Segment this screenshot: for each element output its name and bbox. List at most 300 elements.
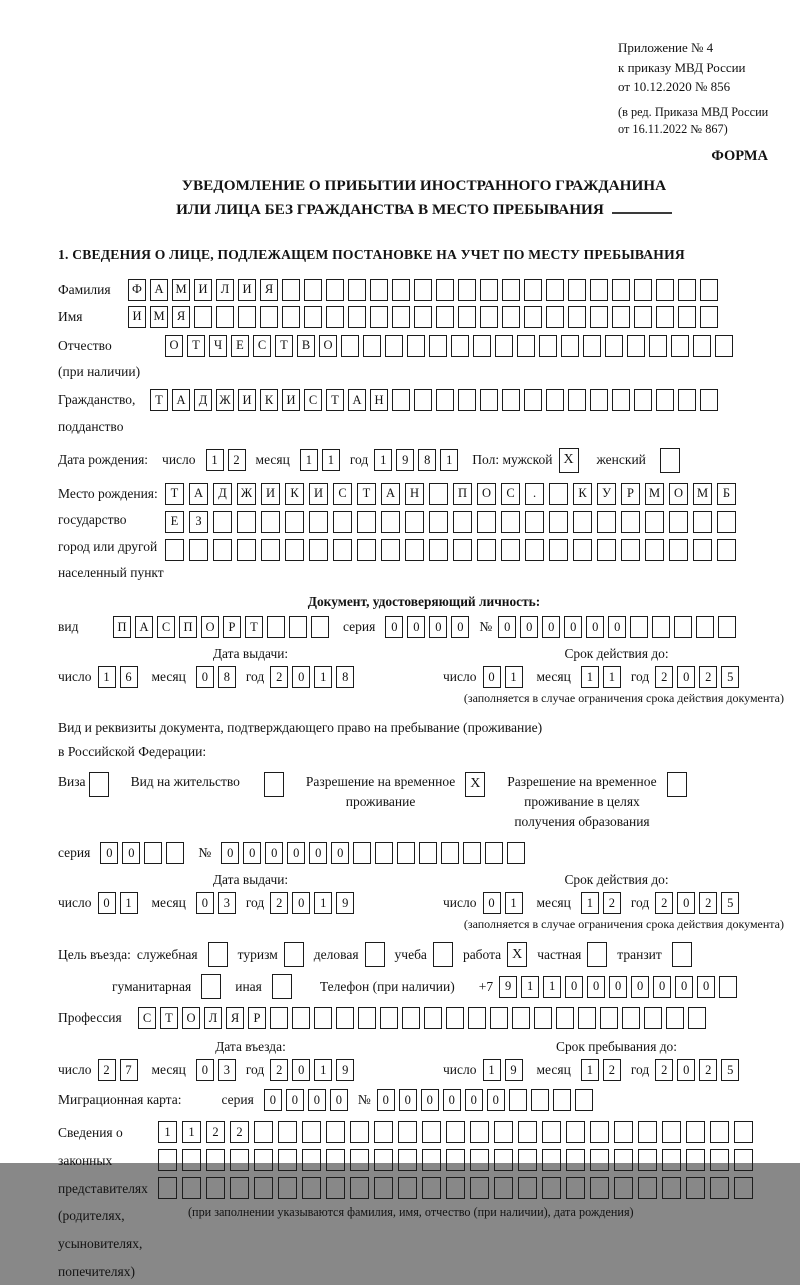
form-cell[interactable]: 1 xyxy=(440,449,458,471)
form-cell[interactable] xyxy=(638,1121,657,1143)
form-cell[interactable]: И xyxy=(309,483,328,505)
form-cell[interactable] xyxy=(600,1007,618,1029)
form-cell[interactable]: Н xyxy=(405,483,424,505)
form-cell[interactable] xyxy=(612,389,630,411)
form-cell[interactable]: 1 xyxy=(314,1059,332,1081)
form-cell[interactable] xyxy=(645,539,664,561)
form-cell[interactable] xyxy=(542,1121,561,1143)
form-cell[interactable]: Т xyxy=(245,616,263,638)
form-cell[interactable]: 2 xyxy=(270,666,288,688)
form-cell[interactable] xyxy=(693,539,712,561)
form-cell[interactable]: К xyxy=(285,483,304,505)
form-cell[interactable]: 0 xyxy=(675,976,693,998)
residence-permit-checkbox[interactable] xyxy=(264,772,288,797)
form-cell[interactable] xyxy=(597,539,616,561)
form-cell[interactable] xyxy=(398,1149,417,1171)
form-cell[interactable]: 2 xyxy=(603,1059,621,1081)
form-cell[interactable]: 0 xyxy=(122,842,140,864)
form-cell[interactable]: 0 xyxy=(587,976,605,998)
form-cell[interactable]: 1 xyxy=(374,449,392,471)
form-cell[interactable]: М xyxy=(645,483,664,505)
form-cell[interactable]: В xyxy=(297,335,315,357)
form-cell[interactable]: К xyxy=(260,389,278,411)
form-cell[interactable] xyxy=(278,1177,297,1199)
form-cell[interactable] xyxy=(230,1177,249,1199)
form-cell[interactable] xyxy=(370,306,388,328)
form-cell[interactable]: 0 xyxy=(287,842,305,864)
purpose-official-checkbox[interactable] xyxy=(208,942,232,967)
form-cell[interactable]: М xyxy=(693,483,712,505)
form-cell[interactable]: 3 xyxy=(218,892,236,914)
form-cell[interactable] xyxy=(662,1149,681,1171)
form-cell[interactable] xyxy=(302,1149,321,1171)
form-cell[interactable] xyxy=(678,279,696,301)
form-cell[interactable]: 0 xyxy=(421,1089,439,1111)
form-cell[interactable]: У xyxy=(597,483,616,505)
form-cell[interactable]: 9 xyxy=(396,449,414,471)
visa-checkbox[interactable] xyxy=(89,772,113,797)
form-cell[interactable]: Т xyxy=(165,483,184,505)
form-cell[interactable] xyxy=(634,306,652,328)
form-cell[interactable] xyxy=(590,306,608,328)
form-cell[interactable] xyxy=(254,1177,273,1199)
form-cell[interactable] xyxy=(309,511,328,533)
form-cell[interactable]: 2 xyxy=(270,892,288,914)
form-cell[interactable] xyxy=(614,1121,633,1143)
form-cell[interactable] xyxy=(284,942,304,967)
form-cell[interactable] xyxy=(686,1121,705,1143)
form-cell[interactable]: 1 xyxy=(603,666,621,688)
form-cell[interactable] xyxy=(518,1177,537,1199)
form-cell[interactable] xyxy=(485,842,503,864)
form-cell[interactable] xyxy=(566,1149,585,1171)
form-cell[interactable] xyxy=(710,1121,729,1143)
form-cell[interactable]: 8 xyxy=(218,666,236,688)
form-cell[interactable] xyxy=(350,1177,369,1199)
form-cell[interactable]: 0 xyxy=(677,666,695,688)
form-cell[interactable] xyxy=(734,1177,753,1199)
form-cell[interactable] xyxy=(590,1177,609,1199)
form-cell[interactable]: 0 xyxy=(407,616,425,638)
sex-female-checkbox[interactable] xyxy=(660,448,684,473)
form-cell[interactable]: Р xyxy=(223,616,241,638)
form-cell[interactable] xyxy=(436,279,454,301)
form-cell[interactable]: О xyxy=(201,616,219,638)
form-cell[interactable]: 8 xyxy=(418,449,436,471)
form-cell[interactable] xyxy=(583,335,601,357)
form-cell[interactable] xyxy=(237,539,256,561)
form-cell[interactable] xyxy=(502,279,520,301)
form-cell[interactable] xyxy=(458,306,476,328)
form-cell[interactable] xyxy=(717,539,736,561)
form-cell[interactable]: 7 xyxy=(120,1059,138,1081)
form-cell[interactable] xyxy=(414,306,432,328)
form-cell[interactable]: А xyxy=(348,389,366,411)
form-cell[interactable] xyxy=(700,279,718,301)
form-cell[interactable] xyxy=(397,842,415,864)
form-cell[interactable]: 0 xyxy=(399,1089,417,1111)
form-cell[interactable]: С xyxy=(333,483,352,505)
form-cell[interactable] xyxy=(429,539,448,561)
form-cell[interactable] xyxy=(590,279,608,301)
form-cell[interactable] xyxy=(590,389,608,411)
form-cell[interactable] xyxy=(470,1121,489,1143)
form-cell[interactable] xyxy=(678,389,696,411)
form-cell[interactable] xyxy=(568,389,586,411)
form-cell[interactable] xyxy=(213,539,232,561)
form-cell[interactable]: 0 xyxy=(377,1089,395,1111)
form-cell[interactable]: X xyxy=(559,448,579,473)
form-cell[interactable] xyxy=(348,279,366,301)
form-cell[interactable] xyxy=(365,942,385,967)
form-cell[interactable] xyxy=(710,1177,729,1199)
form-cell[interactable]: 8 xyxy=(336,666,354,688)
form-cell[interactable] xyxy=(612,279,630,301)
form-cell[interactable] xyxy=(375,842,393,864)
form-cell[interactable] xyxy=(441,842,459,864)
form-cell[interactable] xyxy=(518,1149,537,1171)
form-cell[interactable] xyxy=(549,539,568,561)
form-cell[interactable] xyxy=(671,335,689,357)
form-cell[interactable]: А xyxy=(381,483,400,505)
form-cell[interactable] xyxy=(630,616,648,638)
form-cell[interactable] xyxy=(507,842,525,864)
form-cell[interactable] xyxy=(348,306,366,328)
form-cell[interactable]: 0 xyxy=(451,616,469,638)
form-cell[interactable] xyxy=(678,306,696,328)
form-cell[interactable] xyxy=(468,1007,486,1029)
form-cell[interactable] xyxy=(326,1121,345,1143)
form-cell[interactable]: 0 xyxy=(609,976,627,998)
form-cell[interactable]: 2 xyxy=(98,1059,116,1081)
form-cell[interactable]: 0 xyxy=(465,1089,483,1111)
form-cell[interactable] xyxy=(314,1007,332,1029)
form-cell[interactable] xyxy=(302,1121,321,1143)
form-cell[interactable] xyxy=(260,306,278,328)
form-cell[interactable]: Я xyxy=(172,306,190,328)
form-cell[interactable]: 1 xyxy=(543,976,561,998)
form-cell[interactable] xyxy=(566,1177,585,1199)
purpose-tourism-checkbox[interactable] xyxy=(284,942,308,967)
form-cell[interactable]: С xyxy=(157,616,175,638)
form-cell[interactable] xyxy=(374,1149,393,1171)
form-cell[interactable] xyxy=(652,616,670,638)
form-cell[interactable]: О xyxy=(182,1007,200,1029)
form-cell[interactable] xyxy=(518,1121,537,1143)
form-cell[interactable] xyxy=(587,942,607,967)
purpose-transit-checkbox[interactable] xyxy=(672,942,696,967)
form-cell[interactable] xyxy=(429,511,448,533)
form-cell[interactable]: И xyxy=(238,279,256,301)
form-cell[interactable]: Ж xyxy=(216,389,234,411)
form-cell[interactable] xyxy=(715,335,733,357)
form-cell[interactable]: 1 xyxy=(120,892,138,914)
form-cell[interactable] xyxy=(494,1177,513,1199)
form-cell[interactable] xyxy=(501,539,520,561)
form-cell[interactable]: . xyxy=(525,483,544,505)
form-cell[interactable]: X xyxy=(507,942,527,967)
form-cell[interactable] xyxy=(669,511,688,533)
form-cell[interactable] xyxy=(436,389,454,411)
form-cell[interactable] xyxy=(272,974,292,999)
form-cell[interactable] xyxy=(662,1177,681,1199)
form-cell[interactable] xyxy=(509,1089,527,1111)
form-cell[interactable]: Ч xyxy=(209,335,227,357)
form-cell[interactable] xyxy=(424,1007,442,1029)
form-cell[interactable] xyxy=(470,1177,489,1199)
form-cell[interactable]: А xyxy=(150,279,168,301)
form-cell[interactable] xyxy=(166,842,184,864)
form-cell[interactable] xyxy=(568,279,586,301)
form-cell[interactable] xyxy=(490,1007,508,1029)
form-cell[interactable] xyxy=(622,1007,640,1029)
form-cell[interactable]: 1 xyxy=(505,892,523,914)
form-cell[interactable] xyxy=(216,306,234,328)
form-cell[interactable]: М xyxy=(150,306,168,328)
form-cell[interactable]: 2 xyxy=(230,1121,249,1143)
form-cell[interactable] xyxy=(158,1177,177,1199)
form-cell[interactable]: 2 xyxy=(699,1059,717,1081)
form-cell[interactable] xyxy=(213,511,232,533)
form-cell[interactable]: 2 xyxy=(699,666,717,688)
form-cell[interactable]: И xyxy=(282,389,300,411)
form-cell[interactable]: Р xyxy=(621,483,640,505)
form-cell[interactable]: 0 xyxy=(586,616,604,638)
form-cell[interactable]: 9 xyxy=(505,1059,523,1081)
form-cell[interactable]: П xyxy=(179,616,197,638)
form-cell[interactable]: Т xyxy=(357,483,376,505)
form-cell[interactable]: 2 xyxy=(655,892,673,914)
form-cell[interactable] xyxy=(645,511,664,533)
form-cell[interactable] xyxy=(470,1149,489,1171)
form-cell[interactable] xyxy=(254,1149,273,1171)
form-cell[interactable]: 0 xyxy=(265,842,283,864)
form-cell[interactable] xyxy=(734,1121,753,1143)
form-cell[interactable]: 0 xyxy=(196,892,214,914)
form-cell[interactable] xyxy=(414,389,432,411)
form-cell[interactable]: 1 xyxy=(581,892,599,914)
purpose-study-checkbox[interactable] xyxy=(433,942,457,967)
form-cell[interactable]: 2 xyxy=(206,1121,225,1143)
form-cell[interactable]: 0 xyxy=(98,892,116,914)
form-cell[interactable] xyxy=(573,511,592,533)
form-cell[interactable] xyxy=(501,511,520,533)
form-cell[interactable]: 0 xyxy=(631,976,649,998)
form-cell[interactable] xyxy=(89,772,109,797)
form-cell[interactable]: 5 xyxy=(721,1059,739,1081)
form-cell[interactable] xyxy=(546,279,564,301)
form-cell[interactable] xyxy=(539,335,557,357)
form-cell[interactable] xyxy=(194,306,212,328)
form-cell[interactable]: О xyxy=(477,483,496,505)
form-cell[interactable]: Т xyxy=(326,389,344,411)
form-cell[interactable] xyxy=(238,306,256,328)
form-cell[interactable] xyxy=(534,1007,552,1029)
form-cell[interactable] xyxy=(206,1177,225,1199)
form-cell[interactable] xyxy=(517,335,535,357)
form-cell[interactable]: П xyxy=(453,483,472,505)
form-cell[interactable] xyxy=(429,483,448,505)
form-cell[interactable] xyxy=(542,1149,561,1171)
form-cell[interactable]: 0 xyxy=(542,616,560,638)
form-cell[interactable]: 9 xyxy=(336,892,354,914)
form-cell[interactable] xyxy=(458,389,476,411)
form-cell[interactable] xyxy=(326,279,344,301)
form-cell[interactable]: 0 xyxy=(483,666,501,688)
form-cell[interactable] xyxy=(710,1149,729,1171)
form-cell[interactable]: 0 xyxy=(487,1089,505,1111)
form-cell[interactable] xyxy=(311,616,329,638)
form-cell[interactable] xyxy=(524,389,542,411)
form-cell[interactable]: Я xyxy=(260,279,278,301)
form-cell[interactable] xyxy=(144,842,162,864)
form-cell[interactable]: 0 xyxy=(385,616,403,638)
form-cell[interactable]: 0 xyxy=(221,842,239,864)
form-cell[interactable] xyxy=(230,1149,249,1171)
form-cell[interactable] xyxy=(309,539,328,561)
form-cell[interactable] xyxy=(405,539,424,561)
form-cell[interactable] xyxy=(566,1121,585,1143)
form-cell[interactable] xyxy=(381,511,400,533)
form-cell[interactable] xyxy=(436,306,454,328)
form-cell[interactable]: 0 xyxy=(520,616,538,638)
form-cell[interactable] xyxy=(208,942,228,967)
form-cell[interactable] xyxy=(341,335,359,357)
form-cell[interactable]: 0 xyxy=(677,1059,695,1081)
form-cell[interactable]: И xyxy=(128,306,146,328)
form-cell[interactable]: 6 xyxy=(120,666,138,688)
form-cell[interactable] xyxy=(666,1007,684,1029)
form-cell[interactable] xyxy=(531,1089,549,1111)
form-cell[interactable] xyxy=(578,1007,596,1029)
form-cell[interactable]: 0 xyxy=(498,616,516,638)
form-cell[interactable] xyxy=(374,1177,393,1199)
form-cell[interactable] xyxy=(549,483,568,505)
form-cell[interactable]: 2 xyxy=(655,666,673,688)
form-cell[interactable] xyxy=(590,1149,609,1171)
form-cell[interactable]: 0 xyxy=(565,976,583,998)
form-cell[interactable]: И xyxy=(194,279,212,301)
form-cell[interactable]: 0 xyxy=(292,892,310,914)
form-cell[interactable] xyxy=(381,539,400,561)
form-cell[interactable] xyxy=(717,511,736,533)
form-cell[interactable] xyxy=(353,842,371,864)
form-cell[interactable] xyxy=(477,511,496,533)
form-cell[interactable] xyxy=(656,389,674,411)
form-cell[interactable] xyxy=(556,1007,574,1029)
form-cell[interactable] xyxy=(446,1149,465,1171)
form-cell[interactable]: Т xyxy=(160,1007,178,1029)
form-cell[interactable] xyxy=(674,616,692,638)
form-cell[interactable] xyxy=(700,389,718,411)
form-cell[interactable] xyxy=(304,306,322,328)
form-cell[interactable]: 2 xyxy=(699,892,717,914)
form-cell[interactable] xyxy=(392,306,410,328)
form-cell[interactable]: 0 xyxy=(429,616,447,638)
form-cell[interactable]: 0 xyxy=(100,842,118,864)
form-cell[interactable] xyxy=(525,539,544,561)
form-cell[interactable] xyxy=(357,539,376,561)
form-cell[interactable] xyxy=(446,1121,465,1143)
form-cell[interactable] xyxy=(326,306,344,328)
form-cell[interactable]: 0 xyxy=(243,842,261,864)
form-cell[interactable] xyxy=(686,1177,705,1199)
form-cell[interactable] xyxy=(605,335,623,357)
form-cell[interactable]: Р xyxy=(248,1007,266,1029)
form-cell[interactable]: 1 xyxy=(505,666,523,688)
form-cell[interactable]: 9 xyxy=(499,976,517,998)
form-cell[interactable]: А xyxy=(135,616,153,638)
form-cell[interactable]: 0 xyxy=(331,842,349,864)
form-cell[interactable] xyxy=(392,279,410,301)
form-cell[interactable] xyxy=(621,539,640,561)
form-cell[interactable]: 3 xyxy=(218,1059,236,1081)
form-cell[interactable]: 0 xyxy=(330,1089,348,1111)
form-cell[interactable] xyxy=(370,279,388,301)
purpose-other-checkbox[interactable] xyxy=(272,974,296,999)
purpose-work-checkbox[interactable] xyxy=(507,942,531,967)
form-cell[interactable] xyxy=(686,1149,705,1171)
form-cell[interactable] xyxy=(333,511,352,533)
form-cell[interactable] xyxy=(718,616,736,638)
form-cell[interactable] xyxy=(304,279,322,301)
form-cell[interactable] xyxy=(614,1177,633,1199)
form-cell[interactable] xyxy=(453,539,472,561)
form-cell[interactable]: 1 xyxy=(206,449,224,471)
form-cell[interactable] xyxy=(621,511,640,533)
form-cell[interactable] xyxy=(597,511,616,533)
form-cell[interactable]: 5 xyxy=(721,892,739,914)
form-cell[interactable] xyxy=(700,306,718,328)
form-cell[interactable]: 1 xyxy=(182,1121,201,1143)
form-cell[interactable] xyxy=(542,1177,561,1199)
rvp-checkbox[interactable] xyxy=(465,772,489,797)
form-cell[interactable] xyxy=(480,389,498,411)
form-cell[interactable]: И xyxy=(261,483,280,505)
form-cell[interactable] xyxy=(734,1149,753,1171)
form-cell[interactable] xyxy=(285,539,304,561)
form-cell[interactable] xyxy=(502,306,520,328)
form-cell[interactable] xyxy=(261,511,280,533)
form-cell[interactable]: 1 xyxy=(98,666,116,688)
form-cell[interactable] xyxy=(182,1177,201,1199)
form-cell[interactable]: 0 xyxy=(196,1059,214,1081)
form-cell[interactable] xyxy=(182,1149,201,1171)
form-cell[interactable]: С xyxy=(304,389,322,411)
form-cell[interactable] xyxy=(446,1177,465,1199)
form-cell[interactable]: 1 xyxy=(521,976,539,998)
form-cell[interactable] xyxy=(350,1149,369,1171)
purpose-business-checkbox[interactable] xyxy=(365,942,389,967)
form-cell[interactable] xyxy=(292,1007,310,1029)
form-cell[interactable] xyxy=(693,335,711,357)
form-cell[interactable] xyxy=(463,842,481,864)
form-cell[interactable]: О xyxy=(319,335,337,357)
form-cell[interactable]: Ж xyxy=(237,483,256,505)
form-cell[interactable]: М xyxy=(172,279,190,301)
form-cell[interactable] xyxy=(264,772,284,797)
form-cell[interactable] xyxy=(612,306,630,328)
form-cell[interactable] xyxy=(667,772,687,797)
form-cell[interactable] xyxy=(385,335,403,357)
form-cell[interactable] xyxy=(285,511,304,533)
form-cell[interactable] xyxy=(660,448,680,473)
form-cell[interactable] xyxy=(638,1177,657,1199)
form-cell[interactable] xyxy=(374,1121,393,1143)
form-cell[interactable] xyxy=(336,1007,354,1029)
form-cell[interactable] xyxy=(693,511,712,533)
form-cell[interactable]: 0 xyxy=(196,666,214,688)
